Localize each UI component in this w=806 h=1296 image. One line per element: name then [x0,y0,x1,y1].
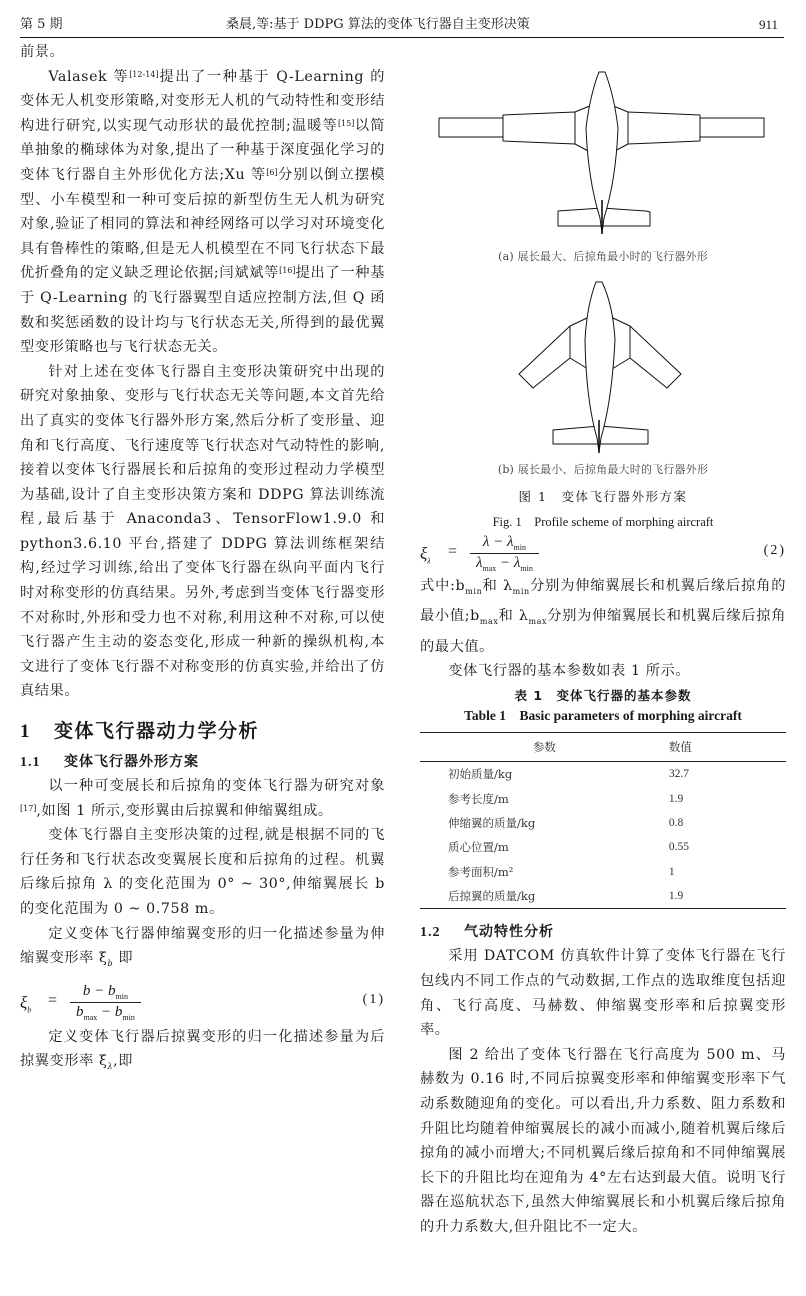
parameters-table [420,732,786,909]
aircraft-a [439,72,764,234]
parameter-name-cell: 参考面积/m² [448,864,514,879]
subscript: min [513,543,526,552]
table-header-row [420,733,786,762]
subscript: λ [427,556,431,566]
figure-caption-cn: 图 1 变体飞行器外形方案 [518,489,688,504]
subsection-number: 1.2 [420,925,441,941]
outer-wing-right [700,118,764,137]
fraction-bar [70,1002,141,1003]
equals-sign: = [48,991,58,1009]
header-rule [20,37,784,38]
figure-caption-en: Fig. 1 Profile scheme of morphing aircraft [492,515,714,529]
text-span: 和 λ [482,578,513,594]
table-row [420,835,786,859]
text-span: 和 λ [498,608,529,625]
fraction [470,534,539,573]
text-span: − λ [496,555,521,571]
subfigure-caption-a: (a) 展长最大、后掠角最小时的飞行器外形 [498,250,708,263]
parameter-name-cell: 质心位置/m [448,840,509,855]
parameter-value-cell: 0.55 [668,841,689,854]
equation-2 [420,534,786,574]
text-span: λ − λ [482,534,514,550]
text-span: 式中:b [420,578,466,594]
table-row [420,811,786,835]
paragraph-table-ref: 变体飞行器的基本参数如表 1 所示。 [448,663,691,680]
text-span: ,如图 1 所示,变形翼由后掠翼和伸缩翼组成。 [36,802,333,819]
text-span: 分别以倒立摆模型、小车模型和一种可变后掠的新型仿生无人机为研究对象,验证了相同的算法和神经网络可以学习对环境变化具有鲁棒性的策略,但是无人机模型在不同飞行状态下最优折叠角的定义缺乏理论依据;闫斌斌等 [20,166,385,282]
subscript: min [465,586,483,596]
subfigure-caption-b: (b) 展长最小、后掠角最大时的飞行器外形 [497,463,709,476]
xi-symbol: ξ [20,992,28,1012]
eq-lhs [20,993,31,1014]
section-title: 变体飞行器动力学分析 [54,720,260,743]
text-span: − b [97,1003,123,1020]
parameter-name-cell: 初始质量/kg [448,767,513,782]
mid-wing-right [628,112,700,144]
paragraph-where [420,574,786,659]
subsection-number: 1.1 [20,755,41,771]
table-caption-cn: 表 1 变体飞行器的基本参数 [514,688,692,704]
paragraph-fig2-analysis: 图 2 给出了变体飞行器在飞行高度为 500 m、马赫数为 0.16 时,不同后掠翼变形率和伸缩翼变形率下气动系数随迎角的变化。可以看出,升力系数、阻力系数和升阻比均随着伸缩翼展长的减小而减小,随着机翼后缘后掠角的减小而增大;不同机翼后缘后掠角和不同伸缩翼展长下的升阻比均在迎角为 4°左右达到最大值。说明飞行器在巡航状态下,虽然大伸缩翼展长和小机翼后缘后掠角的升力系数大,但升阻比不一定大。 [420,1046,786,1235]
equation-number: (2) [763,543,786,558]
section-heading-1 [20,718,385,745]
mid-wing-left [503,112,575,144]
parameter-name-cell: 伸缩翼的质量/kg [448,816,536,830]
fraction [70,983,141,1022]
paragraph-continuation: 前景。 [20,44,65,60]
text-span: 以一种可变展长和后掠角的变体飞行器为研究对象 [48,778,385,795]
text-span: 以简单抽象的椭球体为对象,提出了一种基于深度强化学习的变体飞行器自主外形优化方法;Xu 等 [20,117,385,183]
figure-1 [420,40,786,529]
table-row [420,786,786,810]
citation: [16] [279,266,296,276]
paragraph-related-work [20,65,385,360]
citation: [17] [20,803,37,813]
subsection-heading-1-1 [20,751,385,774]
parameter-value-cell: 0.8 [668,817,684,829]
text-span: b [76,1003,84,1020]
subsection-title: 气动特性分析 [464,924,554,941]
text-span: 分别为伸缩翼展长和机翼后缘后掠角的最小值;b [420,578,786,625]
issue-label: 第 5 期 [20,17,63,32]
swept-wing-left [519,326,570,388]
paragraph-contributions: 针对上述在变体飞行器自主变形决策研究中出现的研究对象抽象、变形与飞行状态无关等问题,本文首先给出了真实的变体飞行器外形方案,然后分析了变形量、迎角和飞行高度、飞行速度等飞行状态对气动特性的影响,接着以变体飞行器展长和后掠角的变形过程动力学模型为基础,设计了自主变形决策方案和 DDPG 算法训练流程,最后基于 Anaconda3、TensorFlow1.9.0 和 python3.6.10 平台,搭建了 DDPG 算法训练框架结构,经过学习训练,给出了变体飞行器在纵向平面内飞行时对称变形的仿真结果。另外,考虑到当变体飞行器变形不对称时,外形和受力也不对称,利用这种不对称,可以使飞行器产生主动的姿态变化,形成一种新的操纵机构,本文进行了变体飞行器不对称变形的仿真实验,并给出了仿真结果。 [20,363,385,700]
subscript: min [520,564,533,573]
running-header [20,14,786,36]
subscript: b [27,1005,32,1014]
right-column [420,40,786,1240]
equation-number: (1) [362,991,385,1007]
subscript: min [115,991,128,1001]
subscript: min [512,586,530,596]
text-span: ,即 [113,1053,134,1070]
table-row [420,860,786,884]
column-header-parameter: 参数 [420,733,669,762]
numerator [470,534,539,552]
section-number: 1 [20,721,31,743]
text-span: λ [476,555,483,571]
text-span: 即 [113,950,134,967]
subscript: max [528,617,548,627]
citation: [6] [266,167,278,177]
page-number: 911 [758,17,778,32]
table-row [420,762,786,787]
parameter-name-cell: 后掠翼的质量/kg [420,884,669,909]
text-span: 定义变体飞行器伸缩翼变形的归一化描述参量为伸缩翼变形率 ξ [20,925,385,967]
paragraph-datcom: 采用 DATCOM 仿真软件计算了变体飞行器在飞行包线内不同工作点的气动数据,工作点的选取维度包括迎角、飞行高度、马赫数、伸缩翼变形率和后掠翼变形率。 [420,948,786,1039]
denominator [470,555,539,573]
paragraph-define-xi-lambda [20,1025,385,1080]
column-header-value: 数值 [669,733,786,762]
paragraph-morphing-range: 变体飞行器自主变形决策的过程,就是根据不同的飞行任务和飞行状态改变翼展长度和后掠角的过程。机翼后缘后掠角 λ 的变化范围为 0° ~ 30°,伸缩翼展长 b 的变化范围为 0 ~ 0.758 m。 [20,827,385,917]
text-span: 分别为伸缩翼展长和机翼后缘后掠角的最大值。 [420,608,786,655]
outer-wing-left [439,118,503,137]
parameter-name-cell: 参考长度/m [448,791,509,806]
subscript: max [482,564,497,573]
table-caption-en: Table 1 Basic parameters of morphing aircraft [464,708,742,724]
parameter-value-cell: 1.9 [668,792,684,805]
text-span: 提出了一种基于 Q-Learning 的飞行器翼型自适应控制方法,但 Q 函数和奖惩函数的设计均与飞行状态无关,所得到的最优翼型变形策略也与飞行状态无关。 [20,265,385,356]
text-span: Valasek 等 [48,68,130,85]
parameter-value-cell: 1 [668,865,675,878]
text-span: 定义变体飞行器后掠翼变形的归一化描述参量为后掠翼变形率 ξ [20,1028,385,1070]
text-span: b − b [82,982,116,999]
citation: [12-14] [129,69,159,79]
text-span: 提出了一种基于 Q-Learning 的变体无人机变形策略,对变形无人机的气动特性和变形结构进行研究,以实现气动形状的最优控制;温暖等 [20,68,385,134]
subscript: min [122,1012,135,1022]
aircraft-drawings [420,40,786,506]
paragraph-define-xi-b [20,922,385,977]
running-title: 桑晨,等:基于 DDPG 算法的变体飞行器自主变形决策 [226,17,530,32]
equals-sign: = [448,543,458,560]
left-column [20,40,385,1080]
parameter-value-cell: 32.7 [668,768,689,781]
numerator [70,983,141,1001]
subsection-heading-1-2 [420,921,786,944]
citation: [15] [337,118,355,128]
parameter-value-cell: 1.9 [669,884,786,909]
fraction-bar [470,553,539,554]
swept-wing-right [630,326,681,388]
subsection-title: 变体飞行器外形方案 [64,754,199,771]
denominator [70,1004,141,1022]
subscript: max [479,617,499,627]
subscript: max [83,1012,98,1022]
equation-1 [20,983,385,1023]
paragraph-shape-scheme [20,774,385,823]
subscript: b [107,959,114,969]
table-row [420,884,786,909]
eq-lhs [420,544,431,565]
aircraft-b [519,282,681,453]
xi-symbol: ξ [420,544,428,563]
subscript: λ [107,1062,114,1072]
